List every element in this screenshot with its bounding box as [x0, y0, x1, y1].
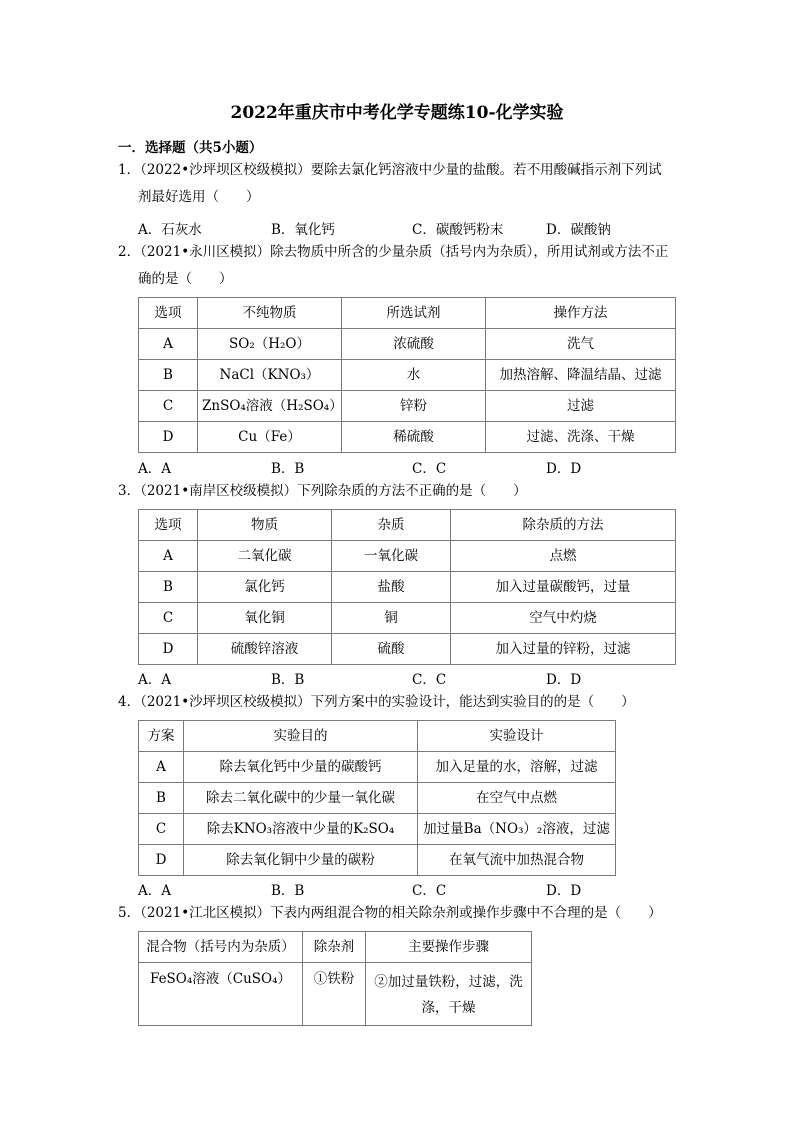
- table-header-row: [139, 298, 676, 329]
- table-row: [139, 634, 676, 665]
- question-4-table: [138, 720, 616, 876]
- question-2-table: [138, 297, 676, 453]
- table-cell: 在空气中点燃: [418, 783, 616, 814]
- question-1: [118, 157, 678, 211]
- table-header-row: [139, 510, 676, 541]
- table-row: [139, 360, 676, 391]
- table-header-row: [139, 721, 616, 752]
- table-cell: D: [139, 634, 198, 665]
- question-3: [118, 478, 678, 505]
- table-cell: 在氧气流中加热混合物: [418, 845, 616, 876]
- question-4: [118, 689, 678, 716]
- table-row: [139, 391, 676, 422]
- table-row: [139, 752, 616, 783]
- header-cell: 实验目的: [184, 721, 418, 752]
- option-a[interactable]: A．A: [138, 461, 171, 477]
- table-cell: 浓硫酸: [342, 329, 486, 360]
- table-cell: 除去氧化铜中少量的碳粉: [184, 845, 418, 876]
- option-b[interactable]: B．B: [271, 672, 305, 688]
- question-2-text-line2: 确的是（ ）: [138, 271, 233, 287]
- table-cell: 过滤: [486, 391, 676, 422]
- question-2-text-line1: 2．（2021•永川区模拟）除去物质中所含的少量杂质（括号内为杂质），所用试剂或方法不正: [118, 244, 669, 260]
- option-b[interactable]: B．氧化钙: [271, 222, 335, 238]
- table-cell: 过滤、洗涤、干燥: [486, 422, 676, 453]
- header-cell: 物质: [198, 510, 332, 541]
- question-3-table: [138, 509, 676, 665]
- table-cell: A: [139, 541, 198, 572]
- table-cell: 锌粉: [342, 391, 486, 422]
- option-c[interactable]: C．C: [412, 672, 447, 688]
- table-cell: D: [139, 845, 184, 876]
- table-cell: 一氧化碳: [332, 541, 451, 572]
- table-row: [139, 541, 676, 572]
- question-1-text-line1: 1．（2022•沙坪坝区校级模拟）要除去氯化钙溶液中少量的盐酸。若不用酸碱指示剂下列试: [118, 162, 662, 178]
- header-cell: 杂质: [332, 510, 451, 541]
- table-row: [139, 572, 676, 603]
- header-cell: 选项: [139, 510, 198, 541]
- table-row: [139, 814, 616, 845]
- header-cell: 选项: [139, 298, 198, 329]
- table-row: [139, 783, 616, 814]
- table-cell: B: [139, 783, 184, 814]
- header-cell: 操作方法: [486, 298, 676, 329]
- table-cell: C: [139, 391, 198, 422]
- header-cell: 不纯物质: [198, 298, 342, 329]
- table-cell: ①铁粉: [303, 963, 366, 1026]
- table-row: [139, 422, 676, 453]
- option-d[interactable]: D．碳酸钠: [546, 222, 611, 238]
- header-cell: 混合物（括号内为杂质）: [139, 932, 303, 963]
- table-cell: 稀硫酸: [342, 422, 486, 453]
- table-cell: D: [139, 422, 198, 453]
- table-cell: A: [139, 329, 198, 360]
- table-row: [139, 845, 616, 876]
- option-b[interactable]: B．B: [271, 461, 305, 477]
- table-cell: NaCl（KNO₃）: [198, 360, 342, 391]
- option-a[interactable]: A．A: [138, 672, 171, 688]
- table-cell: 点燃: [451, 541, 676, 572]
- table-cell: SO₂（H₂O）: [198, 329, 342, 360]
- table-cell: 硫酸锌溶液: [198, 634, 332, 665]
- table-cell: 洗气: [486, 329, 676, 360]
- header-cell: 实验设计: [418, 721, 616, 752]
- table-cell: ②加过量铁粉，过滤，洗涤，干燥: [366, 963, 532, 1026]
- table-cell: C: [139, 814, 184, 845]
- option-d[interactable]: D．D: [546, 883, 582, 899]
- table-cell: 二氧化碳: [198, 541, 332, 572]
- option-c[interactable]: C．碳酸钙粉末: [412, 222, 504, 238]
- header-cell: 主要操作步骤: [366, 932, 532, 963]
- option-d[interactable]: D．D: [546, 461, 582, 477]
- question-3-text-line1: 3．（2021•南岸区校级模拟）下列除杂质的方法不正确的是（ ）: [118, 483, 527, 499]
- header-cell: 除杂质的方法: [451, 510, 676, 541]
- header-cell: 方案: [139, 721, 184, 752]
- table-cell: 铜: [332, 603, 451, 634]
- question-4-text-line1: 4．（2021•沙坪坝区校级模拟）下列方案中的实验设计，能达到实验目的的是（ ）: [118, 694, 635, 710]
- question-5-text-line1: 5．（2021•江北区模拟）下表内两组混合物的相关除杂剂或操作步骤中不合理的是（ ）: [118, 905, 662, 921]
- table-cell: 氯化钙: [198, 572, 332, 603]
- question-1-text-line2: 剂最好选用（ ）: [138, 189, 260, 205]
- table-row: [139, 603, 676, 634]
- question-2: [118, 239, 678, 293]
- table-cell: 除去KNO₃溶液中少量的K₂SO₄: [184, 814, 418, 845]
- table-cell: 氧化铜: [198, 603, 332, 634]
- table-cell: ZnSO₄溶液（H₂SO₄）: [198, 391, 342, 422]
- table-row: [139, 963, 532, 1026]
- table-cell: 除去氧化钙中少量的碳酸钙: [184, 752, 418, 783]
- section-heading: 一．选择题（共5小题）: [118, 140, 263, 156]
- table-cell: A: [139, 752, 184, 783]
- table-cell: B: [139, 572, 198, 603]
- table-header-row: [139, 932, 532, 963]
- table-cell: Cu（Fe）: [198, 422, 342, 453]
- page-title: 2022年重庆市中考化学专题练10-化学实验: [230, 103, 564, 123]
- table-cell: 加热溶解、降温结晶、过滤: [486, 360, 676, 391]
- table-row: [139, 329, 676, 360]
- table-cell: 除去二氧化碳中的少量一氧化碳: [184, 783, 418, 814]
- option-c[interactable]: C．C: [412, 461, 447, 477]
- option-d[interactable]: D．D: [546, 672, 582, 688]
- table-cell: 盐酸: [332, 572, 451, 603]
- question-5: [118, 900, 678, 927]
- header-cell: 除杂剂: [303, 932, 366, 963]
- option-b[interactable]: B．B: [271, 883, 305, 899]
- table-cell: 空气中灼烧: [451, 603, 676, 634]
- option-c[interactable]: C．C: [412, 883, 447, 899]
- table-cell: 加过量Ba（NO₃）₂溶液，过滤: [418, 814, 616, 845]
- option-a[interactable]: A．A: [138, 883, 171, 899]
- option-a[interactable]: A．石灰水: [138, 222, 202, 238]
- header-cell: 所选试剂: [342, 298, 486, 329]
- table-cell: FeSO₄溶液（CuSO₄）: [139, 963, 303, 1026]
- table-cell: C: [139, 603, 198, 634]
- table-cell: 加入过量的锌粉，过滤: [451, 634, 676, 665]
- table-cell: 水: [342, 360, 486, 391]
- table-cell: 加入过量碳酸钙，过量: [451, 572, 676, 603]
- table-cell: 硫酸: [332, 634, 451, 665]
- question-5-table: [138, 931, 532, 1026]
- table-cell: B: [139, 360, 198, 391]
- table-cell: 加入足量的水，溶解，过滤: [418, 752, 616, 783]
